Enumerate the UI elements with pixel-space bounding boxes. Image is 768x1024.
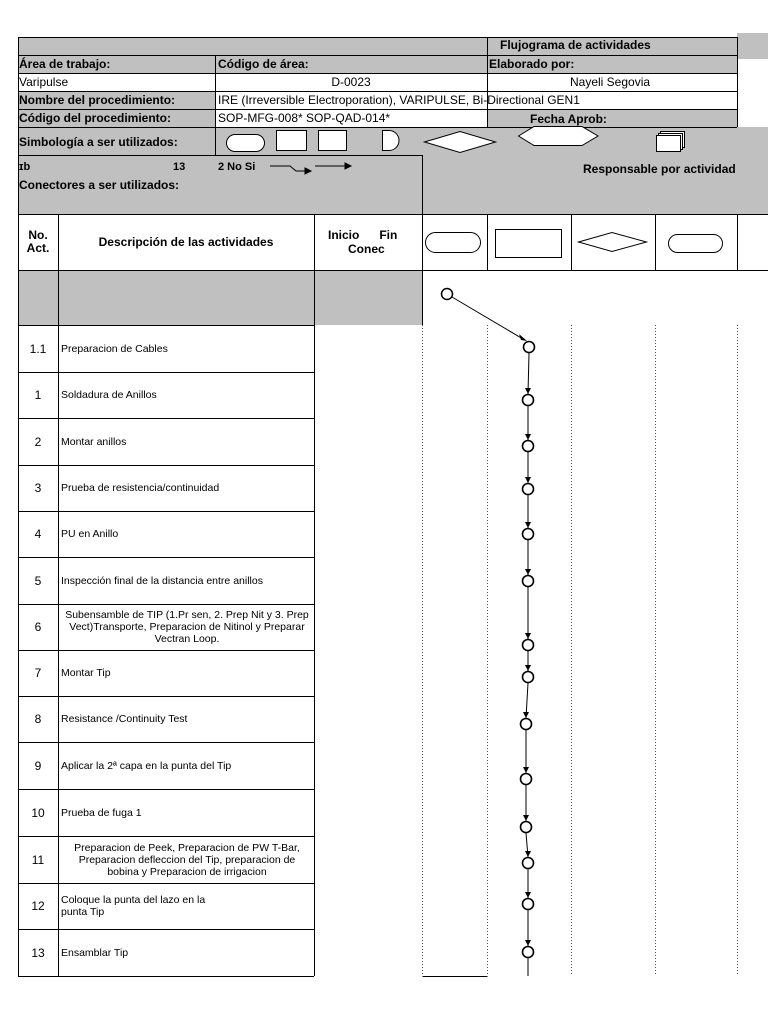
connector-legend-arrows — [270, 163, 351, 174]
activity-description: Preparacion de Peek, Preparacion de PW T-Bar, Preparacion defleccion del Tip, preparacion de bobina y Preparacion de irrigacion — [74, 841, 300, 878]
activity-connector-node — [523, 858, 534, 869]
code-label: Código de área: — [218, 57, 309, 71]
author-value: Nayeli Segovia — [570, 75, 651, 89]
activity-connector-node — [523, 947, 534, 958]
flow-arrowhead — [525, 388, 531, 394]
connectors-label: Conectores a ser utilizados: — [19, 178, 180, 192]
activity-description: Aplicar la 2ª capa en la punta del Tip — [61, 759, 232, 772]
activity-description: Prueba de resistencia/continuidad — [61, 482, 220, 494]
connector-arrow-bent — [270, 166, 305, 171]
area-label: Área de trabajo: — [19, 57, 111, 71]
activity-number: 5 — [34, 573, 42, 588]
approval-label: Fecha Aprob: — [530, 112, 607, 126]
flow-line — [452, 297, 523, 339]
activity-description: PU en Anillo — [61, 528, 119, 540]
activity-number: 9 — [34, 758, 42, 773]
flow-arrowhead — [525, 633, 531, 639]
activity-connector-node — [523, 529, 534, 540]
activity-connector-node — [523, 395, 534, 406]
activity-number: 10 — [31, 805, 45, 820]
activity-connector-node — [521, 822, 532, 833]
process-symbol — [277, 131, 307, 151]
flow-arrowhead — [525, 940, 531, 946]
column-header-description: Descripción de las actividades — [98, 235, 274, 249]
activity-number: 1 — [34, 388, 42, 402]
flow-arrowhead — [525, 892, 531, 898]
start-connector-node — [442, 289, 453, 300]
column-header-inicio-fin: Inicio Fin — [328, 228, 398, 242]
activity-number: 12 — [31, 899, 45, 913]
flow-arrowhead — [523, 712, 529, 718]
activity-description: Montar Tip — [61, 667, 111, 679]
row-grid-lines — [18, 325, 738, 977]
activity-number: 1.1 — [29, 341, 47, 356]
delay-symbol — [383, 131, 400, 151]
procedure-name-value: IRE (Irreversible Electroporation), VARIPULSE, Bi-Directional GEN1 — [218, 93, 580, 107]
procedure-code-value: SOP-MFG-008* SOP-QAD-014* — [218, 111, 391, 125]
flow-arrowhead — [525, 851, 531, 857]
symbology-label: Simbología a ser utilizados: — [19, 135, 178, 149]
procedure-name-label: Nombre del procedimiento: — [19, 93, 176, 107]
column-header-no-act-text: No. Act. — [26, 229, 50, 255]
activity-number: 6 — [34, 620, 42, 634]
activity-number: 4 — [34, 527, 42, 541]
flow-arrowhead — [525, 434, 531, 440]
area-value: Varipulse — [19, 75, 69, 89]
flow-arrowhead — [525, 522, 531, 528]
decision-symbol — [425, 132, 496, 153]
activity-number: 2 — [34, 434, 42, 449]
decision-symbol-2 — [519, 127, 599, 146]
decision-shape — [579, 233, 647, 252]
documents-symbol — [657, 132, 685, 152]
activity-description: Coloque la punta del lazo en la punta Tip — [61, 894, 206, 918]
process-shape — [496, 230, 562, 258]
activity-connector-node — [521, 774, 532, 785]
activity-description: Ensamblar Tip — [61, 946, 129, 959]
connector-legend-no-si: 2 No Si — [218, 161, 256, 173]
activity-description: Inspección final de la distancia entre anillos — [61, 574, 263, 587]
flow-arrowhead — [519, 334, 527, 341]
flow-arrowhead — [523, 767, 529, 773]
process-symbol-2 — [319, 131, 347, 151]
flow-arrowhead — [525, 665, 531, 671]
activity-number: 11 — [31, 852, 45, 867]
activity-description: Montar anillos — [61, 435, 127, 448]
activity-description: Subensamble de TIP (1.Pr sen, 2. Prep Nit y 3. Prep Vect)Transporte, Preparacion de Nitinol y Preparar Vectran Loop. — [65, 609, 309, 645]
terminal-symbol — [227, 135, 265, 152]
column-header-shapes — [426, 230, 723, 258]
code-value: D-0023 — [331, 75, 371, 89]
activity-description: Soldadura de Anillos — [61, 389, 157, 401]
symbology-shapes — [227, 127, 685, 153]
activity-connector-node — [521, 719, 532, 730]
activity-number: 7 — [34, 666, 42, 680]
activity-description: Prueba de fuga 1 — [61, 806, 142, 819]
activity-number: 3 — [34, 481, 42, 495]
responsible-label: Responsable por actividad — [583, 162, 736, 176]
flow-line — [528, 353, 529, 394]
flow-arrowhead — [525, 569, 531, 575]
activity-connector-node — [523, 441, 534, 452]
activity-connector-node — [523, 899, 534, 910]
document-title: Flujograma de actividades — [500, 38, 651, 52]
flow-arrowhead — [523, 815, 529, 821]
flow-arrowhead — [525, 477, 531, 483]
activity-connector-node — [523, 640, 534, 651]
activity-connector-node — [523, 484, 534, 495]
start-terminal-shape — [426, 233, 481, 253]
activity-connector-node — [523, 672, 534, 683]
activity-number: 13 — [31, 945, 45, 960]
activity-connector-node — [523, 576, 534, 587]
connector-legend-number: 13 — [173, 161, 186, 173]
column-header-conec: Conec — [348, 242, 385, 256]
author-label: Elaborado por: — [489, 57, 575, 71]
activity-description: Resistance /Continuity Test — [61, 713, 188, 725]
end-terminal-shape — [669, 235, 723, 253]
connector-legend-a: ɪb — [19, 161, 31, 173]
activity-connector-node — [524, 342, 535, 353]
activity-description: Preparacion de Cables — [61, 342, 168, 355]
activity-number: 8 — [34, 712, 42, 726]
procedure-code-label: Código del procedimiento: — [19, 111, 171, 125]
